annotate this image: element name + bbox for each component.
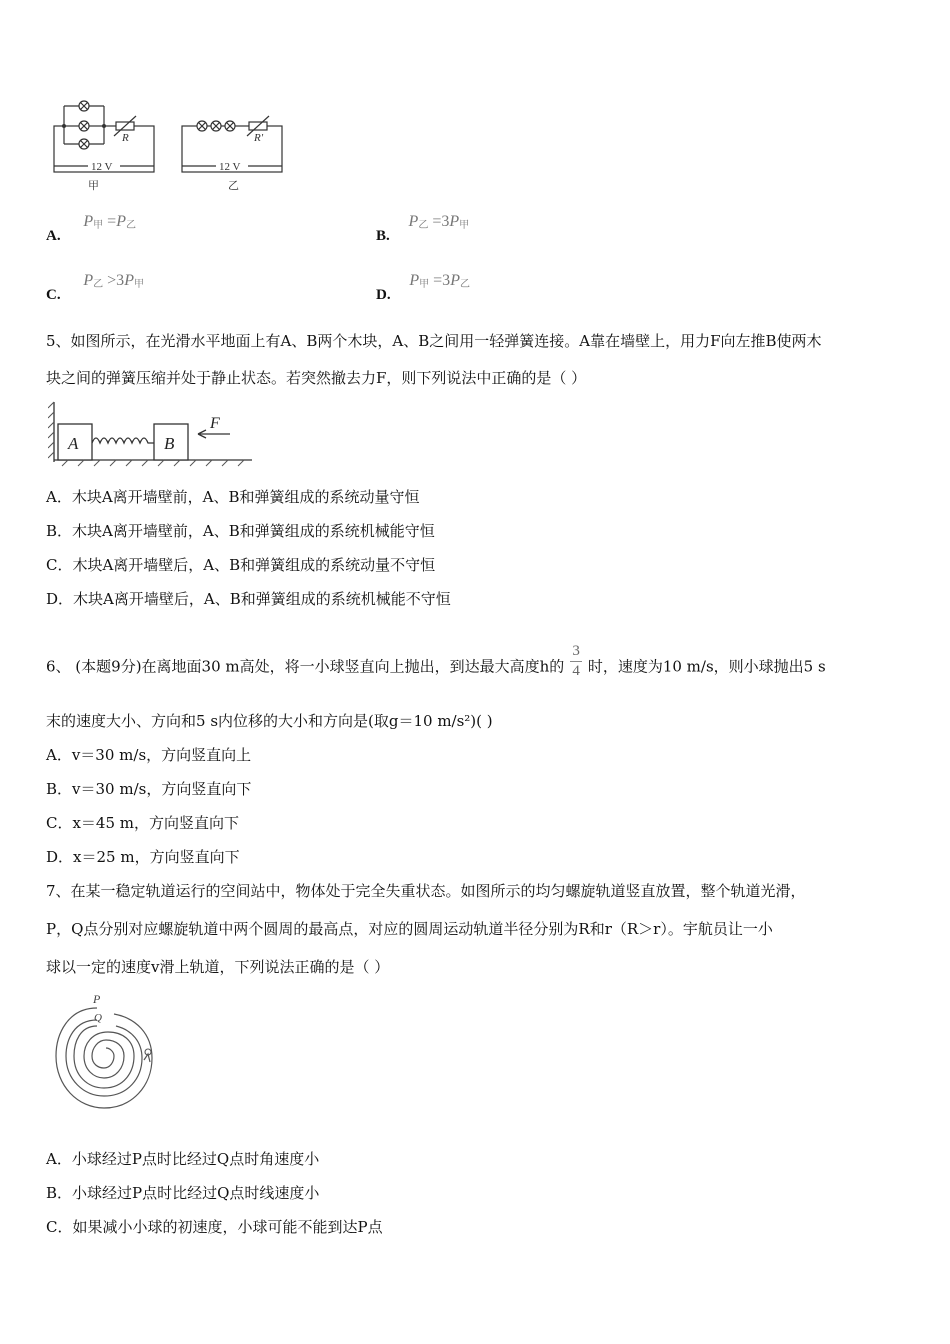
- q5-option-a: A．木块A离开墙壁前，A、B和弹簧组成的系统动量守恒: [46, 488, 420, 506]
- q7-stem-line3: 球以一定的速度v滑上轨道，下列说法正确的是（ ）: [46, 958, 390, 976]
- q6-stem-part-a: 6、 (本题9分)在离地面30 m高处，将一小球竖直向上抛出，到达最大高度h的: [46, 657, 565, 676]
- point-p-label: P: [93, 992, 101, 1006]
- q6-option-a: A．v＝30 m/s，方向竖直向上: [46, 746, 252, 764]
- q5-option-d: D．木块A离开墙壁后，A、B和弹簧组成的系统机械能不守恒: [46, 590, 451, 608]
- q6-option-c: C．x＝45 m，方向竖直向下: [46, 814, 240, 832]
- formula: $P_甲 =3P_乙$: [409, 272, 470, 290]
- left-voltage-label: 12 V: [91, 161, 113, 173]
- q4-option-d: [376, 271, 470, 303]
- q7-option-b: B．小球经过P点时比经过Q点时线速度小: [46, 1184, 320, 1202]
- left-resistor-label: R: [122, 132, 129, 144]
- q7-option-c: C．如果减小小球的初速度，小球可能不能到达P点: [46, 1218, 383, 1236]
- q4-option-b: [376, 212, 470, 244]
- fraction: [570, 642, 582, 681]
- right-voltage-label: 12 V: [219, 161, 241, 173]
- option-label: B.: [376, 228, 390, 244]
- block-b-label: B: [164, 434, 175, 453]
- q6-option-d: D．x＝25 m，方向竖直向下: [46, 848, 240, 866]
- fraction-denominator: 4: [572, 663, 580, 679]
- formula: $P_乙 =3P_甲$: [408, 213, 470, 231]
- option-label: A.: [46, 228, 61, 244]
- q4-option-a: [46, 212, 136, 244]
- q7-stem-line1: 7、在某一稳定轨道运行的空间站中，物体处于完全失重状态。如图所示的均匀螺旋轨道竖直放置，整个轨道光滑，: [46, 882, 806, 900]
- q7-stem-line2: P，Q点分别对应螺旋轨道中两个圆周的最高点，对应的圆周运动轨道半径分别为R和r（R＞r）。宇航员让一小: [46, 920, 773, 938]
- right-caption: 乙: [228, 180, 239, 192]
- q6-stem-line1: [46, 643, 826, 687]
- option-label: D.: [376, 287, 391, 303]
- fraction-numerator: 3: [570, 642, 582, 662]
- option-label: C.: [46, 287, 61, 303]
- q5-option-b: B．木块A离开墙壁前，A、B和弹簧组成的系统机械能守恒: [46, 522, 435, 540]
- q6-stem-line2: 末的速度大小、方向和5 s内位移的大小和方向是(取g＝10 m/s²)( ): [46, 712, 493, 730]
- q5-stem-line2: 块之间的弹簧压缩并处于静止状态。若突然撤去力F，则下列说法中正确的是（ ）: [46, 369, 587, 387]
- q6-stem-part-b: 时，速度为10 m/s，则小球抛出5 s: [587, 657, 826, 676]
- q4-option-c: [46, 271, 144, 303]
- q5-stem-line1: 5、如图所示，在光滑水平地面上有A、B两个木块，A、B之间用一轻弹簧连接。A靠在墙壁上，用力F向左推B使两木: [46, 332, 822, 350]
- force-label: F: [210, 415, 220, 432]
- spiral-track-figure: [48, 990, 168, 1118]
- q7-option-a: A．小球经过P点时比经过Q点时角速度小: [46, 1150, 320, 1168]
- left-caption: 甲: [88, 180, 99, 192]
- formula: $P_乙 >3P_甲$: [83, 272, 144, 290]
- point-q-label: Q: [94, 1012, 102, 1024]
- circuit-figure: [48, 96, 298, 200]
- spring-block-figure: [48, 398, 258, 470]
- right-resistor-label: R': [254, 132, 264, 144]
- q6-option-b: B．v＝30 m/s，方向竖直向下: [46, 780, 252, 798]
- formula: $P_甲 =P_乙$: [83, 213, 136, 231]
- q5-option-c: C．木块A离开墙壁后，A、B和弹簧组成的系统动量不守恒: [46, 556, 436, 574]
- block-a-label: A: [68, 434, 79, 453]
